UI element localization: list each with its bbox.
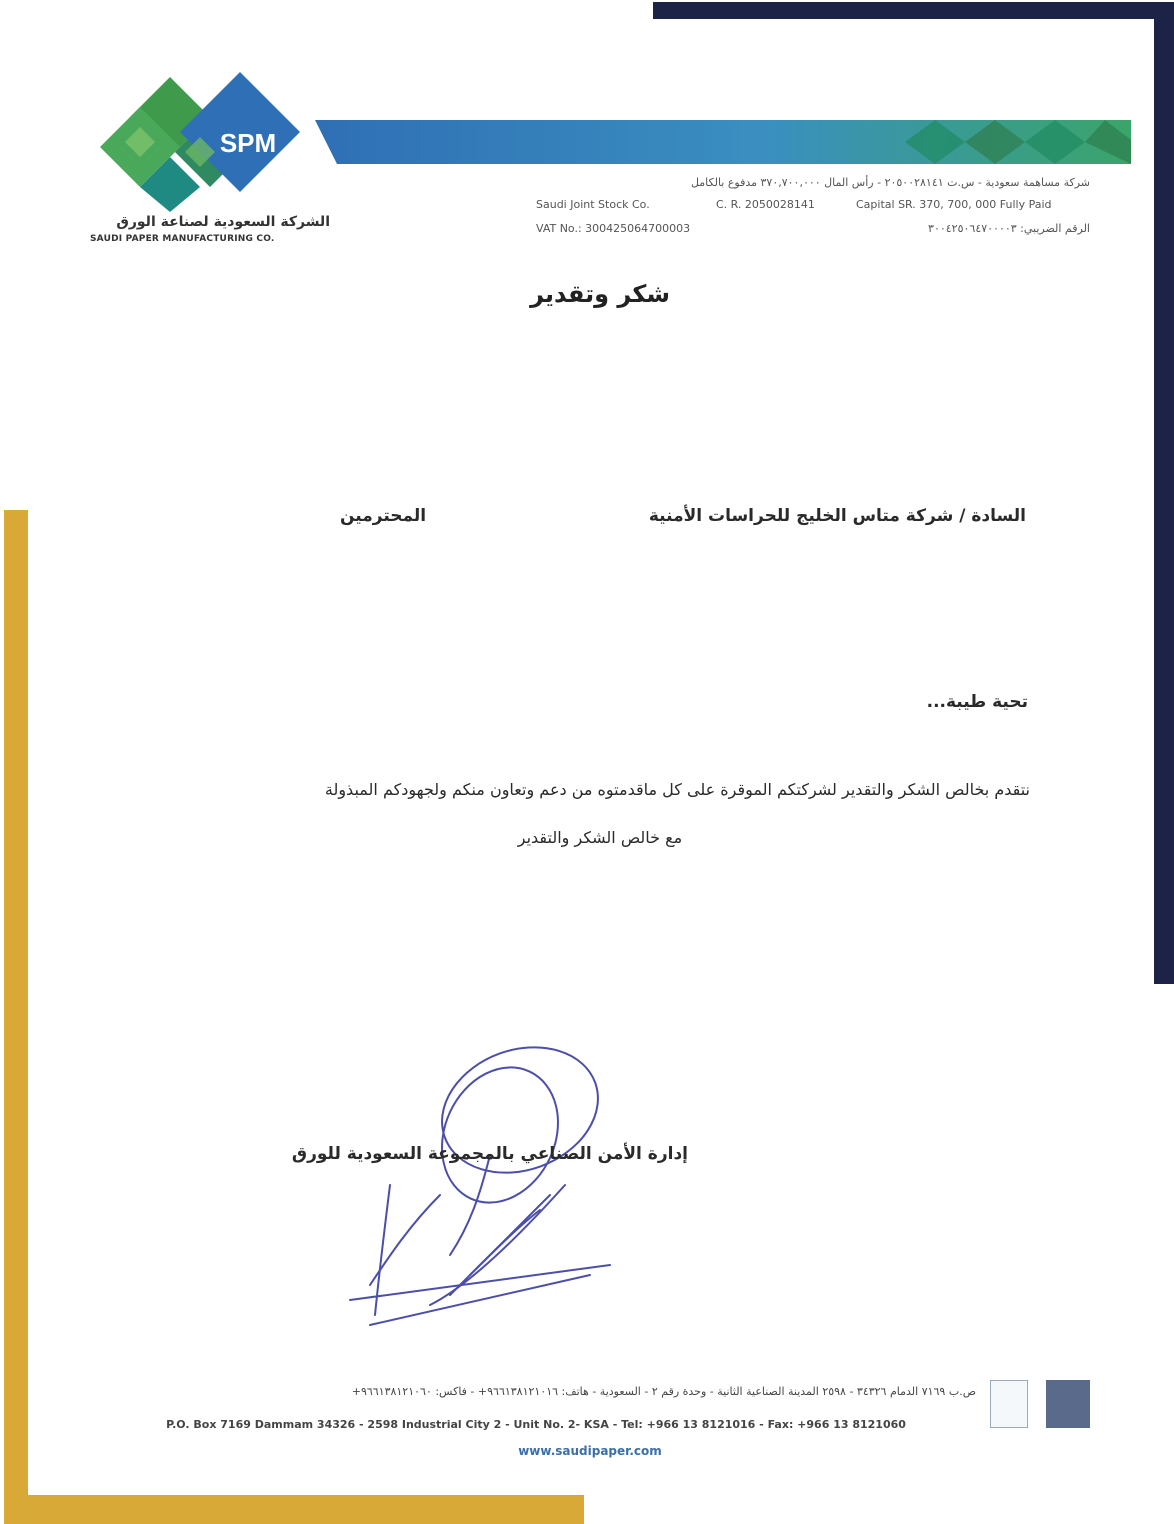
company-name-en: SAUDI PAPER MANUFACTURING CO.: [90, 234, 275, 244]
body-paragraph-line2: مع خالص الشكر والتقدير: [517, 828, 683, 847]
header-cr-number: C. R. 2050028141: [716, 198, 815, 211]
greeting: تحية طيبة...: [926, 692, 1028, 712]
gold-frame-left: [4, 510, 28, 1524]
header-band: [315, 120, 1131, 164]
company-name-ar: الشركة السعودية لصناعة الورق: [116, 214, 330, 230]
footer-website-link[interactable]: www.saudipaper.com: [518, 1444, 662, 1458]
quality-seal-badge: [1046, 1380, 1090, 1428]
header-capital: Capital SR. 370, 700, 000 Fully Paid: [856, 198, 1052, 211]
aja-certification-badge: [990, 1380, 1028, 1428]
addressee: السادة / شركة متاس الخليج للحراسات الأمنية: [648, 506, 1026, 526]
spm-logo: [100, 72, 340, 212]
letter-title: شكر وتقدير: [530, 280, 670, 308]
navy-frame-top: [653, 2, 1174, 19]
footer-address-en: P.O. Box 7169 Dammam 34326 - 2598 Industrial City 2 - Unit No. 2- KSA - Tel: +966 13 8121016 - Fax: +966 13 8121060: [166, 1418, 906, 1431]
header-vat-en: VAT No.: 300425064700003: [536, 222, 691, 235]
body-paragraph-line1: نتقدم بخالص الشكر والتقدير لشركتكم الموقرة على كل ماقدمتوه من دعم وتعاون منكم ولجهودكم المبذولة: [324, 780, 1030, 799]
gold-frame-bottom: [4, 1495, 584, 1524]
signature-department: إدارة الأمن الصناعي بالمجموعة السعودية للورق: [291, 1144, 688, 1164]
respected-label: المحترمين: [340, 506, 427, 526]
header-info-ar: شركة مساهمة سعودية - س.ت ٢٠٥٠٠٢٨١٤١ - رأس المال ٣٧٠,٧٠٠,٠٠٠ مدفوع بالكامل: [690, 176, 1090, 189]
header-company-type: Saudi Joint Stock Co.: [536, 198, 650, 211]
navy-frame-right: [1154, 2, 1174, 984]
logo-mark-text: SPM: [219, 128, 277, 158]
handwritten-signature: [330, 1025, 630, 1335]
header-vat-ar: الرقم الضريبي: ٣٠٠٤٢٥٠٦٤٧٠٠٠٠٣: [928, 222, 1090, 235]
footer-address-ar: ص.ب ٧١٦٩ الدمام ٣٤٣٢٦ - ٢٥٩٨ المدينة الصناعية الثانية - وحدة رقم ٢ - السعودية - هاتف: ٩٦٦١٣٨١٢١٠١٦+ - فاكس: ٩٦٦١٣٨١٢١٠٦٠+: [351, 1385, 976, 1398]
